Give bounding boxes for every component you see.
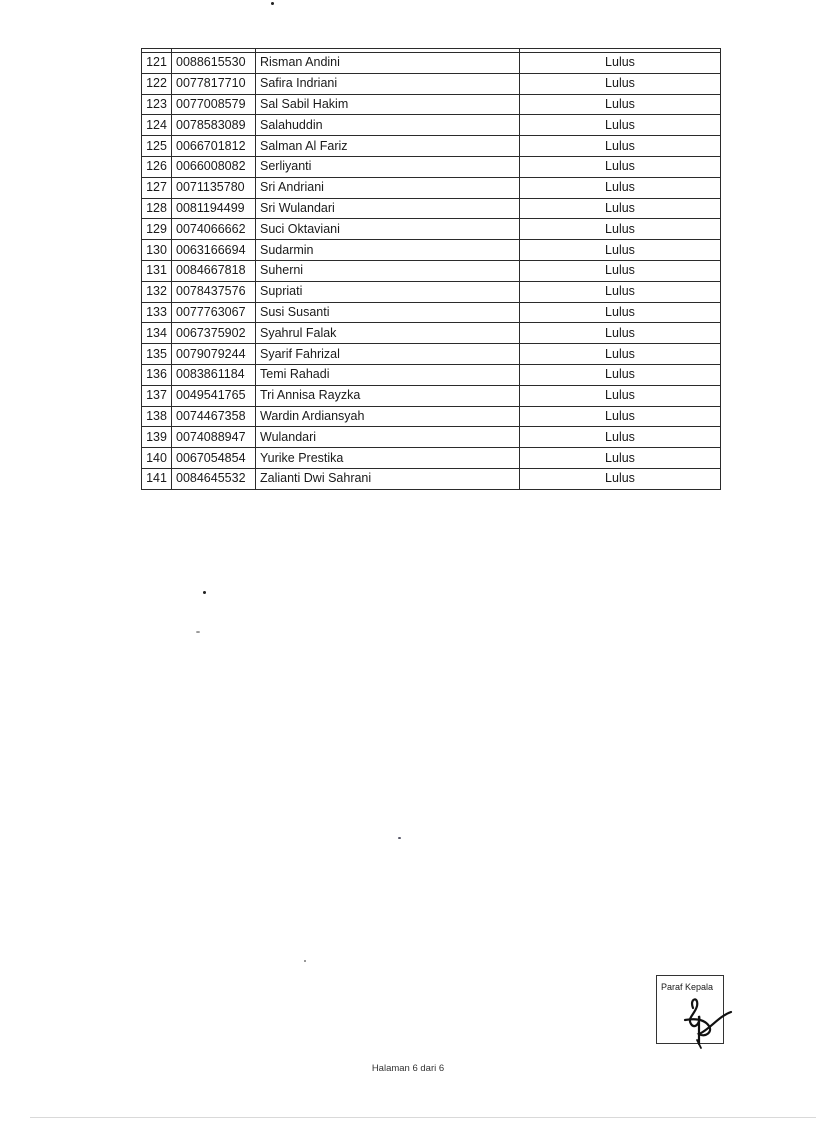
- paraf-box: [656, 975, 724, 1044]
- graduation-status: Lulus: [520, 73, 721, 94]
- student-name: Supriati: [256, 281, 520, 302]
- graduation-status: Lulus: [520, 94, 721, 115]
- row-number: 132: [142, 281, 172, 302]
- table-row: [142, 385, 721, 406]
- table-row: [142, 94, 721, 115]
- graduation-status: Lulus: [520, 385, 721, 406]
- graduation-status: Lulus: [520, 448, 721, 469]
- row-number: 134: [142, 323, 172, 344]
- graduation-status: Lulus: [520, 468, 721, 489]
- paraf-label: Paraf Kepala: [661, 982, 714, 992]
- student-id: 0077763067: [172, 302, 256, 323]
- row-number: 122: [142, 73, 172, 94]
- student-id: 0077008579: [172, 94, 256, 115]
- table-row: [142, 448, 721, 469]
- row-number: 140: [142, 448, 172, 469]
- student-name: Suherni: [256, 260, 520, 281]
- graduation-status: Lulus: [520, 219, 721, 240]
- row-number: 124: [142, 115, 172, 136]
- student-id: 0084645532: [172, 468, 256, 489]
- student-id: 0081194499: [172, 198, 256, 219]
- table-row: [142, 177, 721, 198]
- table-row: [142, 53, 721, 74]
- student-id: 0079079244: [172, 344, 256, 365]
- student-name: Suci Oktaviani: [256, 219, 520, 240]
- table-row: [142, 427, 721, 448]
- table-row: [142, 406, 721, 427]
- row-number: 128: [142, 198, 172, 219]
- student-name: Wulandari: [256, 427, 520, 448]
- row-number: 130: [142, 240, 172, 261]
- row-number: 127: [142, 177, 172, 198]
- student-id: 0063166694: [172, 240, 256, 261]
- graduation-status: Lulus: [520, 260, 721, 281]
- student-name: Safira Indriani: [256, 73, 520, 94]
- graduation-status: Lulus: [520, 323, 721, 344]
- table-row: [142, 136, 721, 157]
- student-name: Risman Andini: [256, 53, 520, 74]
- graduation-status: Lulus: [520, 198, 721, 219]
- table-row: [142, 323, 721, 344]
- graduation-status: Lulus: [520, 281, 721, 302]
- student-id: 0049541765: [172, 385, 256, 406]
- graduation-status: Lulus: [520, 53, 721, 74]
- graduation-status: Lulus: [520, 136, 721, 157]
- student-name: Tri Annisa Rayzka: [256, 385, 520, 406]
- table-row: [142, 281, 721, 302]
- student-name: Salahuddin: [256, 115, 520, 136]
- student-id: 0088615530: [172, 53, 256, 74]
- graduation-status: Lulus: [520, 344, 721, 365]
- table-row: [142, 219, 721, 240]
- table-row: [142, 240, 721, 261]
- row-number: 131: [142, 260, 172, 281]
- scan-speck: [398, 837, 401, 839]
- student-id: 0074066662: [172, 219, 256, 240]
- row-number: 123: [142, 94, 172, 115]
- student-name: Wardin Ardiansyah: [256, 406, 520, 427]
- graduation-status: Lulus: [520, 115, 721, 136]
- student-name: Syarif Fahrizal: [256, 344, 520, 365]
- table-row: [142, 198, 721, 219]
- row-number: 121: [142, 53, 172, 74]
- row-number: 125: [142, 136, 172, 157]
- graduation-results-table: [141, 48, 721, 490]
- row-number: 126: [142, 156, 172, 177]
- scan-speck: [196, 631, 200, 633]
- table-row: [142, 260, 721, 281]
- signature-initial-image: [675, 994, 737, 1050]
- table-row: [142, 302, 721, 323]
- graduation-status: Lulus: [520, 177, 721, 198]
- row-number: 139: [142, 427, 172, 448]
- student-id: 0067375902: [172, 323, 256, 344]
- student-id: 0074467358: [172, 406, 256, 427]
- student-name: Yurike Prestika: [256, 448, 520, 469]
- student-name: Sri Wulandari: [256, 198, 520, 219]
- student-id: 0067054854: [172, 448, 256, 469]
- graduation-status: Lulus: [520, 156, 721, 177]
- graduation-status: Lulus: [520, 302, 721, 323]
- row-number: 135: [142, 344, 172, 365]
- row-number: 129: [142, 219, 172, 240]
- student-name: Sudarmin: [256, 240, 520, 261]
- student-id: 0074088947: [172, 427, 256, 448]
- student-name: Sri Andriani: [256, 177, 520, 198]
- table-row: [142, 156, 721, 177]
- page-number: Halaman 6 dari 6: [371, 1063, 445, 1074]
- student-name: Sal Sabil Hakim: [256, 94, 520, 115]
- student-name: Susi Susanti: [256, 302, 520, 323]
- table-row: [142, 344, 721, 365]
- row-number: 138: [142, 406, 172, 427]
- row-number: 133: [142, 302, 172, 323]
- row-number: 141: [142, 468, 172, 489]
- student-id: 0066701812: [172, 136, 256, 157]
- student-id: 0071135780: [172, 177, 256, 198]
- student-id: 0077817710: [172, 73, 256, 94]
- student-name: Serliyanti: [256, 156, 520, 177]
- graduation-status: Lulus: [520, 427, 721, 448]
- student-id: 0083861184: [172, 364, 256, 385]
- scan-speck: [203, 591, 206, 594]
- student-id: 0084667818: [172, 260, 256, 281]
- student-name: Zalianti Dwi Sahrani: [256, 468, 520, 489]
- bottom-edge-line: [30, 1117, 816, 1118]
- table-row: [142, 468, 721, 489]
- student-name: Syahrul Falak: [256, 323, 520, 344]
- row-number: 137: [142, 385, 172, 406]
- student-name: Temi Rahadi: [256, 364, 520, 385]
- graduation-status: Lulus: [520, 406, 721, 427]
- graduation-status: Lulus: [520, 364, 721, 385]
- scan-speck: [304, 960, 306, 962]
- student-id: 0078437576: [172, 281, 256, 302]
- graduation-status: Lulus: [520, 240, 721, 261]
- table-row: [142, 364, 721, 385]
- table-row: [142, 115, 721, 136]
- scan-speck: [271, 2, 274, 5]
- student-id: 0078583089: [172, 115, 256, 136]
- table-row: [142, 73, 721, 94]
- student-id: 0066008082: [172, 156, 256, 177]
- row-number: 136: [142, 364, 172, 385]
- student-name: Salman Al Fariz: [256, 136, 520, 157]
